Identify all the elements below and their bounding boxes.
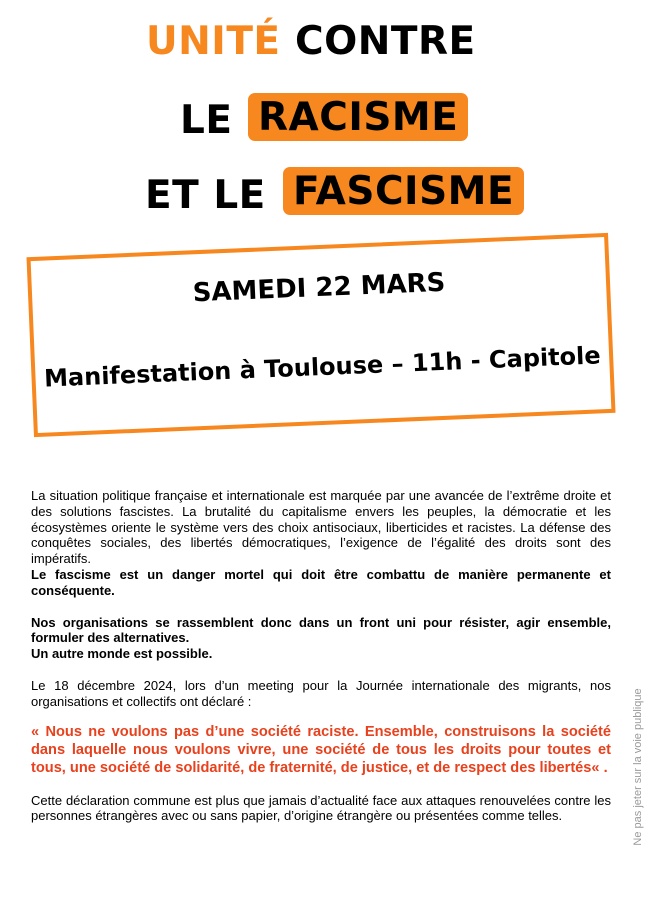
paragraph-actualite: Cette déclaration commune est plus que jamais d’actualité face aux attaques renouvelées contre les personnes étrangères avec ou sans papier, d’origine étrangère ou présentées comme telles. — [31, 792, 611, 824]
event-box — [26, 233, 615, 437]
side-note-text: Ne pas jeter sur la voie publique — [632, 688, 644, 846]
event-date: SAMEDI 22 MARS — [192, 267, 446, 309]
paragraph-situation: La situation politique française et internationale est marquée par une avancée de l’extrême droite et des solutions fascistes. La brutalité du capitalisme envers les peuples, la démocratie et les écosystèmes oriente le système vers des choix antisociaux, liberticides et racistes. La défense des conquêtes sociales, des libertés démocratiques, l’exigence de l’égalité des droits sont des impératifs. — [31, 488, 611, 567]
declaration-quote: « Nous ne voulons pas d’une société raciste. Ensemble, construisons la société dans laquelle nous voulons vivre, une société de tous les droits pour toutes et tous, une société de solidarité, de fraternité, de justice, et de respect des libertés« . — [31, 723, 611, 776]
side-note — [629, 672, 645, 862]
paragraph-front-uni: Nos organisations se rassemblent donc dans un front uni pour résister, agir ensemble, formuler des alternatives. — [31, 614, 611, 646]
headline-le: LE — [180, 98, 233, 143]
paragraph-fascisme-danger: Le fascisme est un danger mortel qui doit être combattu de manière permanente et conséquente. — [31, 566, 611, 598]
body-text — [31, 488, 611, 824]
event-details: Manifestation à Toulouse – 11h - Capitole — [43, 341, 602, 393]
headline-unite: UNITÉ — [146, 19, 281, 64]
paragraph-autre-monde: Un autre monde est possible. — [31, 646, 213, 662]
paragraph-meeting: Le 18 décembre 2024, lors d’un meeting pour la Journée internationale des migrants, nos organisations et collectifs ont déclaré : — [31, 677, 611, 709]
headline-contre: CONTRE — [295, 19, 476, 64]
headline-racisme-chip: RACISME — [248, 93, 468, 141]
headline-fascisme-chip: FASCISME — [283, 167, 524, 215]
headline-et-le: ET LE — [145, 173, 266, 218]
